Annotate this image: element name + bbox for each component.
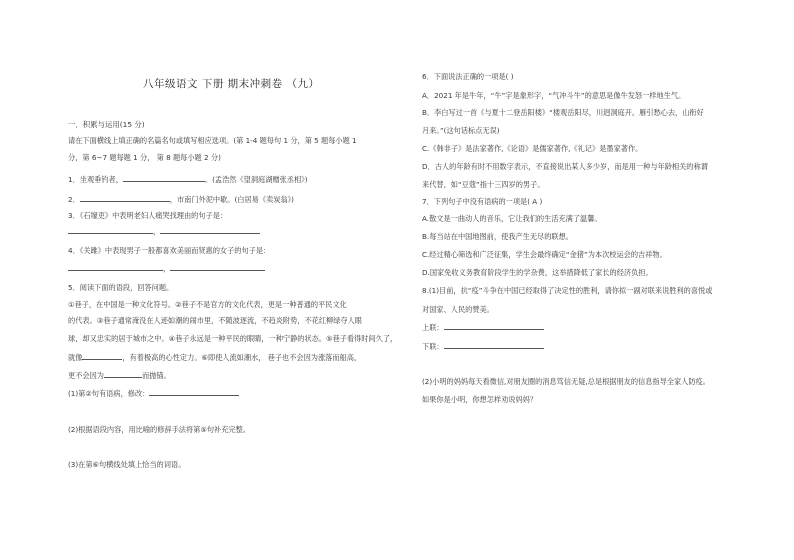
passage-text: 更不会因为 [68, 371, 104, 380]
question-8-line-2: 对国家、人民的赞美。 [422, 305, 494, 314]
upper-couplet [422, 322, 544, 333]
answer-blank[interactable] [68, 263, 163, 271]
question-7-option-b: B.每当站在中国地图前，使我产生无尽的联想。 [422, 232, 573, 241]
separator: ， [153, 227, 161, 236]
question-4-answer [68, 263, 265, 274]
question-6-option-d-line-2: 来代替，如“豆蔻”指十三四岁的男子。 [422, 180, 545, 189]
question-3: 3．《石壕吏》中表明老妇人痛哭找理由的句子是： [68, 211, 228, 220]
passage-line-3: 球，却又忠实的居于城市之中。④巷子永远是一种平民的眼睛，一种宁静的状态。⑤巷子看得时间久了， [68, 334, 398, 343]
upper-couplet-label: 上联： [422, 323, 444, 332]
question-8-part-2-line-2: 如果你是小明，你想怎样劝说妈妈？ [422, 395, 538, 404]
answer-blank[interactable] [123, 174, 205, 182]
question-2-prefix: 2． [68, 195, 80, 204]
question-5: 5．阅读下面的语段，回答问题。 [68, 283, 174, 292]
answer-blank[interactable] [68, 226, 153, 234]
sub-question-1-text: (1)第②句有语病，修改： [68, 389, 150, 398]
passage-text: 就像 [68, 353, 83, 362]
sub-question-1 [68, 388, 239, 399]
page-title: 八年级语文 下册 期末冲刺卷 （九） [143, 78, 320, 90]
passage-text: ，有着极高的心性定力。⑥即使人流如潮水， 巷子也不会因为涨落而船高， [122, 353, 362, 362]
instruction-line-2: 分，第 6~7 题每题 1 分， 第 8 题每小题 2 分) [68, 153, 221, 162]
question-8-part-2-line-1: (2)小明的妈妈每天看微信,对朋友圈的消息笃信无疑,总是根据朋友的信息指导全家人防疫。 [422, 377, 710, 386]
question-1-prefix: 1．坐观垂钓者， [68, 175, 123, 184]
question-1-source: 。(孟浩然《望洞庭湖赠张丞相》) [204, 175, 308, 184]
question-4: 4．《关雎》中表现男子一般都喜欢美丽而贤惠的女子的句子是： [68, 246, 271, 255]
answer-blank[interactable] [149, 388, 239, 396]
answer-blank[interactable] [82, 352, 122, 360]
passage-line-4 [68, 352, 361, 363]
separator: ， [163, 264, 171, 273]
sub-question-2: (2)根据语段内容，用比喻的修辞手法将第⑤句补充完整。 [68, 425, 250, 434]
question-2 [68, 194, 294, 205]
question-2-source: ，市南门外泥中歇。(白居易《卖炭翁》) [169, 195, 294, 204]
answer-blank[interactable] [170, 263, 265, 271]
passage-line-5 [68, 370, 171, 381]
question-6: 6．下面说法正确的一项是( ) [422, 72, 514, 81]
question-7-option-d: D.国家免收义务教育阶段学生的学杂费，这举措降低了家长的经济负担。 [422, 268, 653, 277]
question-3-answer [68, 226, 260, 237]
instruction-line-1: 请在下面横线上填正确的名篇名句或填写相应选项。(第 1-4 题每句 1 分，第 5 题每小题 1 [68, 136, 357, 145]
answer-blank[interactable] [80, 194, 170, 202]
question-8-line-1: 8.(1)目前，抗“疫”斗争在中国已经取得了决定性的胜利，请你拟一副对联来说胜利的喜悦或 [422, 286, 713, 295]
question-7-option-a: A.散文是一曲动人的音乐，它让我们的生活充满了温馨。 [422, 214, 602, 223]
question-6-option-a: A．2021 年是牛年，“牛”字是象形字，“气冲斗牛”的意思是像牛发怒一样地生气。 [422, 91, 686, 100]
question-6-option-d-line-1: D．古人的年龄有时不用数字表示，不直接说出某人多少岁，而是用一种与年龄相关的称谓 [422, 162, 708, 171]
upper-couplet-input[interactable] [444, 322, 544, 330]
question-1 [68, 174, 308, 185]
question-6-option-b-line-2: 月来。”(这句话标点无误) [422, 126, 500, 135]
answer-blank[interactable] [104, 370, 142, 378]
question-7-option-c: C.经过精心筛选和广泛征集，学生会最终确定“金猪”为本次校运会的吉祥物。 [422, 250, 667, 259]
passage-text: 而抛锚。 [141, 371, 171, 380]
question-6-option-b-line-1: B．李白写过一首《与夏十二登岳阳楼》“楼观岳阳尽，川迥洞庭开。雁引愁心去，山衔好 [422, 108, 704, 117]
question-7: 7．下列句子中没有语病的一项是( A ) [422, 197, 543, 206]
lower-couplet [422, 341, 544, 352]
section-heading: 一．积累与运用(15 分) [68, 120, 145, 129]
answer-blank[interactable] [160, 226, 260, 234]
passage-line-2: 的代表。③巷子通常淹没在人迹如潮的闹市里，不随波逐流，不趋炎附势，不花红柳绿夺人眼 [68, 316, 362, 325]
passage-line-1: ①巷子，在中国是一种文化符号。②巷子不是官方的文化代表，更是一种普通的平民文化 [68, 300, 347, 309]
lower-couplet-label: 下联： [422, 342, 444, 351]
question-6-option-c: C.《韩非子》是法家著作,《论语》是儒家著作,《礼记》是墨家著作。 [422, 144, 643, 153]
sub-question-3: (3)在第⑥句横线处填上恰当的词语。 [68, 460, 186, 469]
lower-couplet-input[interactable] [444, 341, 544, 349]
